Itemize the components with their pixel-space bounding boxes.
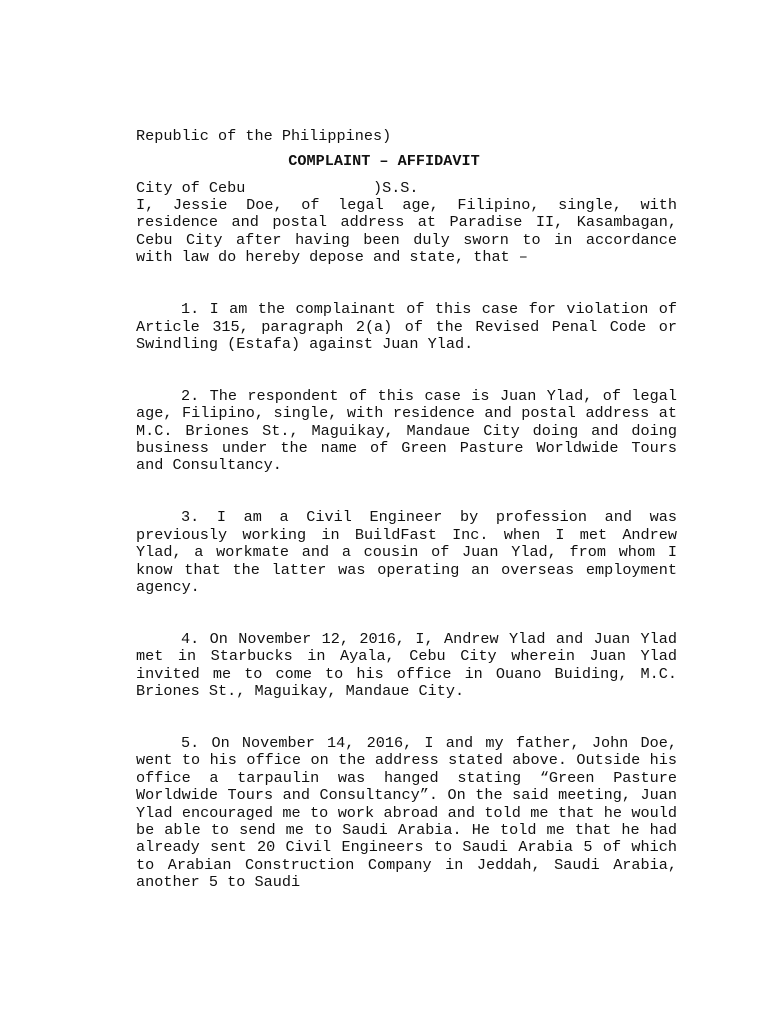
document-title: COMPLAINT – AFFIDAVIT [288,152,480,170]
numbered-paragraph-4: 4. On November 12, 2016, I, Andrew Ylad and Juan Ylad met in Starbucks in Ayala, Cebu City wherein Juan Ylad invited me to come to his office in Ouano Buiding, M.C. Briones St., Maguikay, Mandaue City. [136,629,677,701]
venue-country-line: Republic of the Philippines) [136,126,392,145]
numbered-paragraph-5: 5. On November 14, 2016, I and my father, John Doe, went to his office on the address stated above. Outside his office a tarpaulin was hanged stating “Green Pasture Worldwide Tours and Consultancy”. On the said meeting, Juan Ylad encouraged me to work abroad and told me that he would be able to send me to Saudi Arabia. He told me that he had already sent 20 Civil Engineers to Saudi Arabia 5 of which to Arabian Construction Company in Jeddah, Saudi Arabia, another 5 to Saudi [136,734,677,892]
numbered-paragraph-3: 3. I am a Civil Engineer by profession and was previously working in BuildFast Inc. when I met Andrew Ylad, a workmate and a cousin of Juan Ylad, from whom I know that the latter was operating an overseas employment agency. [136,508,677,596]
numbered-paragraph-2: 2. The respondent of this case is Juan Ylad, of legal age, Filipino, single, with residence and postal address at M.C. Briones St., Maguikay, Mandaue City doing and doing business under the name of Green Pasture Worldwide Tours and Consultancy. [136,386,677,475]
document-body [136,197,677,926]
venue-city-line: City of Cebu )S.S. [136,179,419,198]
numbered-paragraph-1: 1. I am the complainant of this case for violation of Article 315, paragraph 2(a) of the Revised Penal Code or Swindling (Estafa) against Juan Ylad. [136,300,677,353]
intro-paragraph: I, Jessie Doe, of legal age, Filipino, single, with residence and postal address at Paradise II, Kasambagan, Cebu City after having been duly sworn to in accordance with law do hereby depose and state, that – [136,196,677,267]
